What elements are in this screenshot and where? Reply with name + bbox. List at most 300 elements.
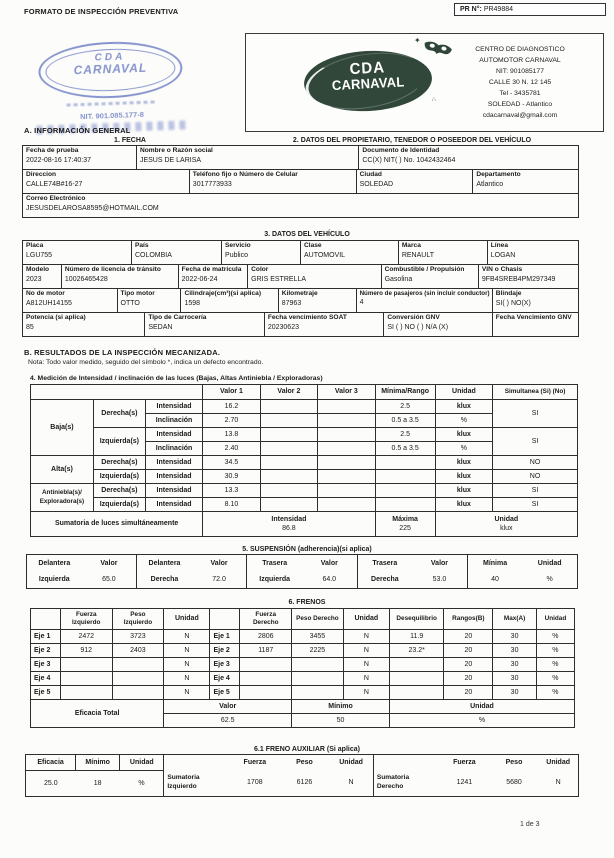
field-value: JESUSDELAROSA8595@HOTMAIL.COM <box>26 204 159 212</box>
cell <box>164 755 230 770</box>
field-label: Fecha Vencimiento GNV <box>495 314 572 321</box>
cell <box>375 484 435 498</box>
cell: 0.5 a 3.5 <box>375 414 435 428</box>
col-header: Mínima/Rango <box>375 385 435 400</box>
cell <box>389 672 443 686</box>
cell: 64.0 <box>302 572 357 589</box>
cell: 13.8 <box>203 428 260 442</box>
cell: 65.0 <box>82 572 137 589</box>
blindaje-cell <box>492 289 578 313</box>
cell: Eje 5 <box>210 686 240 700</box>
col-header: Valor 2 <box>260 385 317 400</box>
vehicle-row-2 <box>22 264 579 289</box>
cell: Alta(s) <box>31 456 94 484</box>
cell <box>260 428 317 442</box>
cell: SI <box>493 498 578 512</box>
field-label: Intensidad <box>271 515 307 523</box>
lights-table <box>30 384 578 537</box>
field-value: CALLE74B#16-27 <box>26 180 83 188</box>
cell: Intensidad <box>145 484 202 498</box>
col-header: Unidad <box>536 609 574 630</box>
field-label: Número de licencia de tránsito <box>64 266 161 273</box>
field-value: 20230623 <box>267 323 299 331</box>
col-header: Peso <box>296 758 313 766</box>
owner-table <box>22 145 579 218</box>
col-header: Valor 1 <box>203 385 260 400</box>
field-value: 10026465428 <box>64 275 108 283</box>
field-label: Color <box>251 266 269 273</box>
cell: Mínima <box>467 555 522 572</box>
field-value: OTTO <box>120 299 140 307</box>
cell <box>389 686 443 700</box>
cell: Izquierda(s) <box>93 470 145 484</box>
cell: 2806 <box>240 630 292 644</box>
cell: N <box>343 630 389 644</box>
field-label: Tipo de Carrocería <box>148 314 207 321</box>
company-logo-box <box>245 33 604 132</box>
col-header: Peso Derecho <box>292 609 344 630</box>
cell: Derecha(s) <box>93 456 145 470</box>
kilometraje-cell <box>278 289 356 313</box>
col-header: Peso <box>505 758 523 766</box>
logo-text-top: CDA <box>349 58 386 79</box>
cell: N <box>343 644 389 658</box>
cell: 11.9 <box>389 630 443 644</box>
form-title: FORMATO DE INSPECCIÓN PREVENTIVA <box>24 7 179 16</box>
company-info-line: AUTOMOTOR CARNAVAL <box>479 57 561 64</box>
field-label: Conversión GNV <box>387 314 440 321</box>
cell: % <box>522 572 577 589</box>
cell <box>318 484 375 498</box>
field-value: A812UH14155 <box>26 299 72 307</box>
cell <box>240 686 292 700</box>
cell <box>60 672 112 686</box>
cilindraje-cell <box>181 289 278 313</box>
cell: Derecha <box>357 572 412 589</box>
company-info-line: Tel - 3435781 <box>499 90 541 97</box>
field-value: Publico <box>225 251 248 259</box>
field-value: 2022-06-24 <box>181 275 218 283</box>
field-label: Línea <box>490 242 508 249</box>
cell: 2.40 <box>203 442 260 456</box>
cell: Eje 3 <box>210 658 240 672</box>
col-header: Simultanea (Si) (No) <box>493 385 578 400</box>
cell: 912 <box>60 644 112 658</box>
cell <box>318 400 375 414</box>
cell <box>375 498 435 512</box>
col-header: Fuerza <box>453 758 476 766</box>
cell <box>318 470 375 484</box>
cell <box>260 456 317 470</box>
company-info-line: cdacarnaval@gmail.com <box>482 112 558 119</box>
col-header: Unidad <box>120 755 164 770</box>
company-stamp <box>20 39 201 135</box>
unidad-cell: % <box>389 714 574 728</box>
cell: 30 <box>493 672 537 686</box>
cell: N <box>164 686 210 700</box>
field-label: Departamento <box>476 171 521 178</box>
documento-cell <box>359 146 579 170</box>
direccion-cell <box>23 170 190 194</box>
aux-brake-table <box>26 755 578 796</box>
cell: Eje 1 <box>31 630 61 644</box>
cell <box>375 456 435 470</box>
cell <box>292 672 344 686</box>
field-label: País <box>134 242 149 249</box>
cell: Intensidad <box>145 428 202 442</box>
cell: 2.5 <box>375 428 435 442</box>
col-header: Unidad <box>435 385 492 400</box>
cell: 20 <box>444 686 493 700</box>
col-header: Unidad <box>343 609 389 630</box>
suspension-title: 5. SUSPENSIÓN (adherencia)(si aplica) <box>242 546 372 553</box>
cell <box>260 414 317 428</box>
cell: N <box>164 630 210 644</box>
field-value: 4 <box>359 299 364 307</box>
col-header: Unidad <box>329 755 373 770</box>
sum-max-cell <box>375 512 435 537</box>
cell <box>375 470 435 484</box>
cell: Intensidad <box>145 498 202 512</box>
cell: 40 <box>467 572 522 589</box>
cell: % <box>435 414 492 428</box>
cell: 2225 <box>292 644 344 658</box>
pr-value: PR49884 <box>483 6 514 13</box>
col-header: Valor 3 <box>318 385 375 400</box>
pais-cell <box>131 241 221 265</box>
cell <box>112 672 164 686</box>
cell: % <box>536 686 574 700</box>
pr-label: PR N°: <box>460 6 482 13</box>
field-value: SI( ) NO(X) <box>495 299 531 307</box>
field-label: Servicio <box>225 242 251 249</box>
field-value: JESUS DE LARISA <box>139 156 202 164</box>
cell <box>318 498 375 512</box>
field-value: 1598 <box>184 299 201 307</box>
cell: Valor <box>302 555 357 572</box>
field-value: AUTOMOVIL <box>303 251 346 259</box>
cell: Izquierda(s) <box>93 498 145 512</box>
cell: 30 <box>493 658 537 672</box>
cell: 30 <box>493 686 537 700</box>
cell <box>292 686 344 700</box>
col-header: Mínimo <box>76 755 120 770</box>
cell: klux <box>435 400 492 414</box>
stamp-nit: NIT. 901.085.177-8 <box>79 109 145 122</box>
cell <box>389 658 443 672</box>
potencia-cell <box>23 313 145 337</box>
cell: Eje 2 <box>31 644 61 658</box>
cell: Valor <box>192 555 247 572</box>
field-label: Nombre o Razón social <box>139 147 213 154</box>
cell: 2472 <box>60 630 112 644</box>
cell <box>112 658 164 672</box>
cell: Antiniebla(s)/ Exploradora(s) <box>31 484 94 512</box>
field-value: 87963 <box>281 299 302 307</box>
stamp-oval <box>37 40 183 101</box>
cell: 0.5 a 3.5 <box>375 442 435 456</box>
cell: Unidad <box>522 555 577 572</box>
brakes-title: 6. FRENOS <box>288 599 326 606</box>
field-label: Combustible / Propulsión <box>384 266 465 273</box>
field-label: Blindaje <box>495 290 522 297</box>
pasajeros-cell <box>356 289 492 313</box>
cell <box>260 442 317 456</box>
col-header <box>210 609 240 630</box>
cell: klux <box>435 484 492 498</box>
col-header <box>31 609 61 630</box>
departamento-cell <box>473 170 579 194</box>
tipo-motor-cell <box>117 289 181 313</box>
suspension-values <box>26 554 578 589</box>
eficacia-total-cell: Eficacia Total <box>31 700 164 728</box>
field-value: SEDAN <box>148 323 173 331</box>
gnv-cell <box>384 313 492 337</box>
section-b-title: B. RESULTADOS DE LA INSPECCIÓN MECANIZADA. <box>24 348 221 357</box>
cell: Intensidad <box>145 400 202 414</box>
servicio-cell <box>222 241 301 265</box>
cell: klux <box>435 456 492 470</box>
cell <box>318 456 375 470</box>
gnv-venc-cell <box>492 313 578 337</box>
cell <box>318 428 375 442</box>
ciudad-cell <box>356 170 473 194</box>
cell: % <box>536 658 574 672</box>
cell: N <box>164 644 210 658</box>
owner-row-1 <box>22 145 579 170</box>
field-label: Ciudad <box>359 171 382 178</box>
cell: Derecha(s) <box>93 484 145 498</box>
company-info-line: SOLEDAD - Atlantico <box>487 101 553 108</box>
company-info <box>446 44 594 121</box>
field-label: Fecha de prueba <box>26 147 79 154</box>
cell: % <box>435 442 492 456</box>
field-value: klux <box>500 525 513 532</box>
cell: Baja(s) <box>31 400 94 456</box>
field-value: 225 <box>399 525 411 532</box>
field-value: Gasolina <box>384 275 413 283</box>
licencia-cell <box>61 265 178 289</box>
telefono-cell <box>189 170 356 194</box>
col-header: Fuerza <box>243 758 267 766</box>
field-value: CC(X) NIT( ) No. 1042432464 <box>362 156 456 164</box>
vehicle-table <box>22 240 579 337</box>
col-header: Peso Izquierdo <box>112 609 164 630</box>
soat-cell <box>264 313 384 337</box>
cell: Eje 1 <box>210 630 240 644</box>
cell: SI <box>493 400 578 428</box>
cell: NO <box>493 456 578 470</box>
fecha-section-label: 1. FECHA <box>114 137 146 144</box>
cell: Eje 5 <box>31 686 61 700</box>
cell: 72.0 <box>192 572 247 589</box>
sumatoria-der-label: Sumatoria Derecho <box>376 774 410 790</box>
sum-intensity-cell <box>203 512 375 537</box>
minimo-cell: 50 <box>292 714 390 728</box>
der-fuerza-value: 1241 <box>456 779 473 787</box>
cell: 30 <box>493 644 537 658</box>
lights-table-title: 4. Medición de Intensidad / inclinación de las luces (Bajas, Altas Antiniebla / Exploradoras) <box>30 375 323 382</box>
cell: SI <box>493 428 578 456</box>
vehicle-row-3 <box>22 288 579 313</box>
minimo-value: 18 <box>93 779 102 787</box>
eficacia-value: 25.0 <box>44 779 58 787</box>
field-label: Máxima <box>392 515 418 523</box>
cell: klux <box>435 498 492 512</box>
cell: Eje 2 <box>210 644 240 658</box>
cell <box>260 470 317 484</box>
cell: Valor <box>82 555 137 572</box>
der-unidad-value: N <box>555 779 561 787</box>
modelo-cell <box>23 265 62 289</box>
inspection-note: Nota: Todo valor medido, seguido del símbolo *, indica un defecto encontrado. <box>28 359 264 366</box>
propietario-section-label: 2. DATOS DEL PROPIETARIO, TENEDOR O POSEEDOR DEL VEHÍCULO <box>292 137 532 144</box>
cell: Intensidad <box>145 456 202 470</box>
brakes-values <box>30 608 575 728</box>
col-header: Max(A) <box>493 609 537 630</box>
cell: 3723 <box>112 630 164 644</box>
sumatoria-izq-label: Sumatoria Izquierdo <box>167 774 200 790</box>
cell: 20 <box>444 672 493 686</box>
field-value: RENAULT <box>401 251 434 259</box>
cell: klux <box>435 470 492 484</box>
cell: 23.2* <box>389 644 443 658</box>
pr-number-box <box>454 3 606 16</box>
carroceria-cell <box>145 313 265 337</box>
cell: 30 <box>493 630 537 644</box>
izq-fuerza-value: 1708 <box>247 779 263 787</box>
cell <box>260 484 317 498</box>
field-value: SOLEDAD <box>359 180 394 188</box>
stamp-line1: CDA <box>94 51 126 64</box>
cell: 1187 <box>240 644 292 658</box>
cell: SI <box>493 484 578 498</box>
field-value: 86.8 <box>282 525 296 532</box>
cell: 30.9 <box>203 470 260 484</box>
field-label: Documento de Identidad <box>362 147 440 154</box>
field-label: Fecha de matrícula <box>181 266 242 273</box>
col-header: Unidad <box>546 758 571 766</box>
owner-row-2 <box>22 169 579 194</box>
field-label: Teléfono fijo o Número de Celular <box>192 171 298 178</box>
field-label: VIN o Chasis <box>481 266 523 273</box>
izq-peso-value: 6126 <box>296 779 313 787</box>
lights-measurements <box>30 384 578 537</box>
cell: N <box>164 672 210 686</box>
field-value: GRIS ESTRELLA <box>251 275 307 283</box>
field-value: Atlantico <box>476 180 504 188</box>
field-label: Tipo motor <box>120 290 155 297</box>
field-label: Modelo <box>26 266 50 273</box>
stamp-line2: CARNAVAL <box>73 60 148 78</box>
sparkle-icon: ✦ <box>414 36 421 45</box>
cell: Inclinación <box>145 442 202 456</box>
cell: 13.3 <box>203 484 260 498</box>
field-value: 85 <box>26 323 34 331</box>
field-value: 2022-08-16 17:40:37 <box>26 156 91 164</box>
cell: N <box>343 686 389 700</box>
cell <box>31 385 203 400</box>
valor-cell: 62.5 <box>164 714 292 728</box>
field-value: 3017773933 <box>192 180 232 188</box>
cell: Delantera <box>137 555 192 572</box>
section-a-title: A. INFORMACIÓN GENERAL <box>24 126 131 135</box>
field-value: LOGAN <box>490 251 516 259</box>
cell: Valor <box>412 555 467 572</box>
fecha-matricula-cell <box>178 265 248 289</box>
field-label: Placa <box>26 242 44 249</box>
vehicle-row-4 <box>22 312 579 337</box>
cell <box>373 755 439 770</box>
marca-cell <box>398 241 487 265</box>
unidad-header-cell: Unidad <box>389 700 574 714</box>
cell: % <box>536 630 574 644</box>
cell: 2403 <box>112 644 164 658</box>
cell <box>240 672 292 686</box>
field-label: Direccion <box>26 171 57 178</box>
field-label: Fecha vencimiento SOAT <box>267 314 347 321</box>
cell <box>112 686 164 700</box>
cell <box>240 658 292 672</box>
logo-text-bottom: CARNAVAL <box>331 73 405 94</box>
cell <box>318 414 375 428</box>
cell: Eje 3 <box>31 658 61 672</box>
minimo-header-cell: Mínimo <box>292 700 390 714</box>
sum-unit-cell <box>435 512 577 537</box>
field-label: No de motor <box>26 290 65 297</box>
aux-brake-title: 6.1 FRENO AUXILIAR (Si aplica) <box>254 746 360 753</box>
col-header: Rangos(B) <box>444 609 493 630</box>
col-header: Unidad <box>164 609 210 630</box>
nombre-cell <box>136 146 358 170</box>
vehicle-row-1 <box>22 240 579 265</box>
company-info-line: NIT: 901085177 <box>496 68 544 75</box>
cell: 3455 <box>292 630 344 644</box>
cell: 8.10 <box>203 498 260 512</box>
linea-cell <box>487 241 578 265</box>
field-label: Correo Electrónico <box>26 195 86 202</box>
field-label: Número de pasajeros (sin incluir conductor) <box>359 290 490 297</box>
combustible-cell <box>381 265 478 289</box>
cda-carnaval-logo <box>303 48 434 115</box>
col-header: Desequilibrio <box>389 609 443 630</box>
aux-brake-values <box>26 755 578 796</box>
field-label: Marca <box>401 242 421 249</box>
clase-cell <box>300 241 398 265</box>
correo-cell <box>23 194 579 218</box>
cell <box>260 400 317 414</box>
col-header: Fuerza Izquierdo <box>60 609 112 630</box>
stamp-smudge <box>67 100 157 106</box>
page-number: 1 de 3 <box>520 821 540 828</box>
cell <box>318 442 375 456</box>
cell: 20 <box>444 658 493 672</box>
cell: 20 <box>444 644 493 658</box>
unidad-value: % <box>120 770 164 796</box>
fecha-prueba-cell <box>23 146 137 170</box>
company-info-line: CALLE 30 N. 12 145 <box>488 79 552 86</box>
cell: Derecha <box>137 572 192 589</box>
field-value: SI ( ) NO ( ) N/A (X) <box>387 323 449 331</box>
cell: Izquierda(s) <box>93 428 145 456</box>
der-peso-value: 5680 <box>506 779 522 787</box>
cell: Inclinación <box>145 414 202 428</box>
field-value: 2023 <box>26 275 42 283</box>
cell: Intensidad <box>145 470 202 484</box>
motor-cell <box>23 289 118 313</box>
cell <box>60 658 112 672</box>
cell: klux <box>435 428 492 442</box>
